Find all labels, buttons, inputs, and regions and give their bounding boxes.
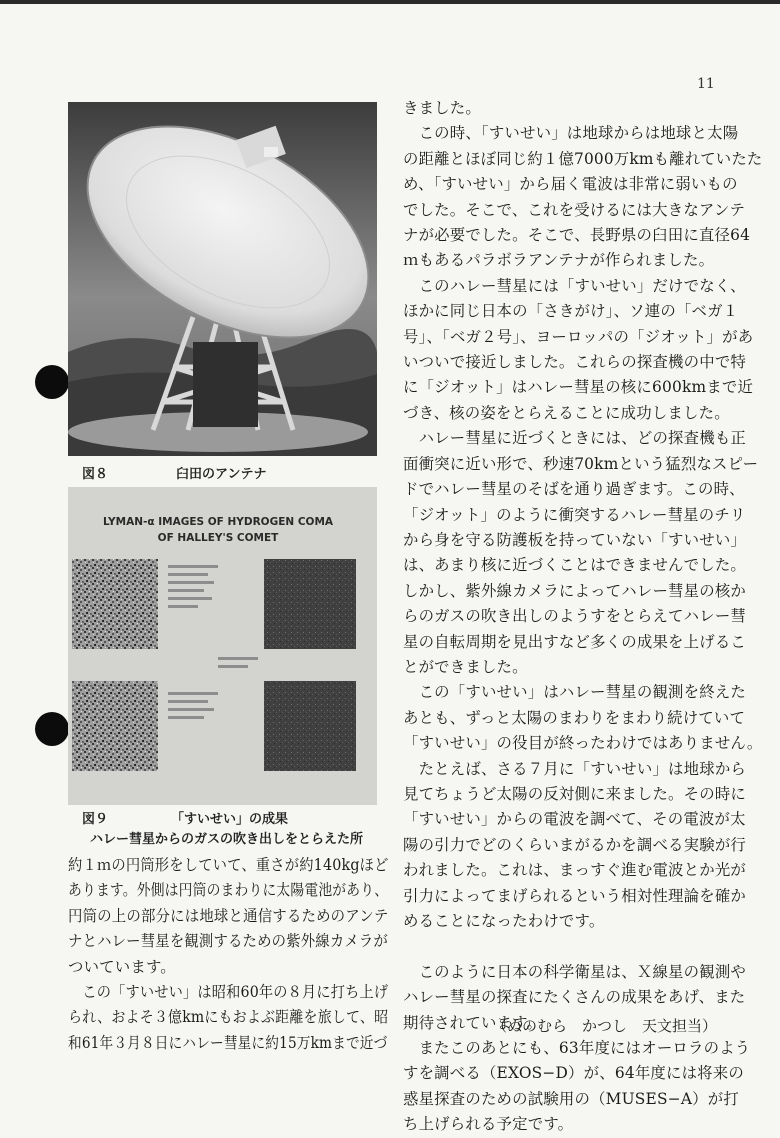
- text-line: られ、およそ３億kmにもおよぶ距離を旅して、昭: [68, 1008, 389, 1027]
- figure9-caption: 「すいせい」の成果: [171, 812, 289, 827]
- text-line: このように日本の科学衛星は、Ｘ線星の観測や: [403, 962, 746, 981]
- text-line: めることになったわけです。: [403, 912, 605, 930]
- text-line: あとも、ずっと太陽のまわりをまわり続けていて: [403, 708, 746, 727]
- text-line: 陽の引力でどのくらいまがるかを調べる実験が行: [403, 835, 746, 854]
- page-top-border: [0, 0, 780, 4]
- text-line: 和61年３月８日にハレー彗星に約15万kmまで近づ: [68, 1033, 388, 1052]
- image-title-line2: OF HALLEY'S COMET: [157, 532, 279, 544]
- text-line: たとえば、さる７月に「すいせい」は地球から: [403, 759, 746, 778]
- text-line: 約１ｍの円筒形をしていて、重さが約140kgほど: [68, 856, 389, 874]
- text-line: われました。これは、まっすぐ進む電波とか光が: [403, 861, 746, 880]
- text-line: ドでハレー彗星のそばを通り過ぎます。この時、: [403, 480, 745, 499]
- text-line: づき、核の姿をとらえることに成功しました。: [403, 403, 730, 422]
- text-line: でした。そこで、これを受けるには大きなアンテ: [403, 200, 746, 219]
- text-line: は、あまり核に近づくことはできませんでした。: [403, 556, 746, 575]
- blank-line: [403, 934, 763, 959]
- text-line: この「すいせい」はハレー彗星の観測を終えた: [403, 683, 746, 702]
- text-line: このハレー彗星には「すいせい」だけでなく、: [403, 276, 746, 295]
- text-line: から身を守る防護板を持っていない「すいせい」: [403, 530, 746, 549]
- text-line: ほかに同じ日本の「さきがけ」、ソ連の「ベガ１: [403, 302, 739, 321]
- figure9-subcaption: ハレー彗星からのガスの吹き出しをとらえた所: [90, 832, 364, 847]
- text-line: この「すいせい」は昭和60年の８月に打ち上げ: [68, 983, 389, 1002]
- right-column-text: [403, 96, 763, 1138]
- lyman-alpha-photo: [68, 487, 377, 805]
- text-line: 見てちょうど太陽の反対側に来ました。その時に: [403, 784, 746, 803]
- figure8-caption: 臼田のアンテナ: [176, 467, 267, 482]
- text-line: ハレー彗星に近づくときには、どの探査機も正: [403, 429, 746, 448]
- text-line: ハレー彗星の探査にたくさんの成果をあげ、また: [403, 988, 746, 1007]
- coma-images-illustration: [68, 487, 377, 805]
- antenna-photo: [68, 102, 377, 456]
- antenna-illustration: [68, 102, 377, 456]
- text-line: 「すいせい」からの電波を調べて、その電波が太: [403, 810, 746, 829]
- text-line: きました。: [403, 99, 481, 117]
- left-column-text: [68, 853, 388, 1056]
- text-line: に「ジオット」はハレー彗星の核に600kmまで近: [403, 378, 754, 397]
- text-line: ナとハレー彗星を観測するための紫外線カメラが: [68, 932, 389, 951]
- text-line: ち上げられる予定です。: [403, 1115, 574, 1134]
- binder-hole-icon: [35, 365, 69, 399]
- text-line: ついています。: [68, 957, 176, 976]
- text-line: らのガスの吹き出しのようすをとらえてハレー彗: [403, 607, 746, 626]
- text-line: ナが必要でした。そこで、長野県の臼田に直径64: [403, 226, 751, 245]
- figure9-number: 図９: [82, 812, 109, 827]
- text-line: め、「すいせい」から届く電波は非常に弱いもの: [403, 175, 738, 194]
- text-line: 期待されています。: [403, 1013, 543, 1032]
- text-line: しかし、紫外線カメラによってハレー彗星の核か: [403, 581, 746, 600]
- text-line: またこのあとにも、63年度にはオーロラのよう: [403, 1039, 751, 1058]
- figure8-number: 図８: [82, 467, 109, 482]
- text-line: 号」、「ベガ２号」、ヨーロッパの「ジオット」があ: [403, 327, 754, 346]
- page-number: 11: [697, 76, 715, 92]
- text-line: あります。外側は円筒のまわりに太陽電池があり、: [68, 881, 389, 900]
- text-line: 星の自転周期を見出すなど多くの成果を上げるこ: [403, 632, 746, 651]
- text-line: の距離とほぼ同じ約１億7000万kmも離れていたた: [403, 149, 763, 168]
- author-signature: （ぬのむら かつし 天文担当）: [491, 1017, 717, 1035]
- text-line: 「すいせい」の役目が終ったわけではありません。: [403, 734, 763, 753]
- text-line: ｍもあるパラボラアンテナが作られました。: [403, 251, 715, 270]
- image-title-line1: LYMAN-α IMAGES OF HYDROGEN COMA: [102, 516, 334, 528]
- text-line: 引力によってまげられるという相対性理論を確か: [403, 886, 746, 905]
- text-line: とができました。: [403, 657, 528, 676]
- binder-hole-icon: [35, 712, 69, 746]
- text-line: すを調べる（EXOS−D）が、64年度には将来の: [403, 1064, 744, 1083]
- text-line: いついで接近しました。これらの探査機の中で特: [403, 353, 746, 372]
- text-line: 「ジオット」のように衝突するハレー彗星のチリ: [403, 505, 746, 524]
- text-line: 面衝突に近い形で、秒速70kmという猛烈なスピー: [403, 454, 759, 473]
- text-line: この時、「すいせい」は地球からは地球と太陽: [403, 124, 739, 143]
- text-line: 円筒の上の部分には地球と通信するためのアンテ: [68, 906, 389, 925]
- text-line: 惑星探査のための試験用の（MUSES−A）が打: [403, 1089, 739, 1108]
